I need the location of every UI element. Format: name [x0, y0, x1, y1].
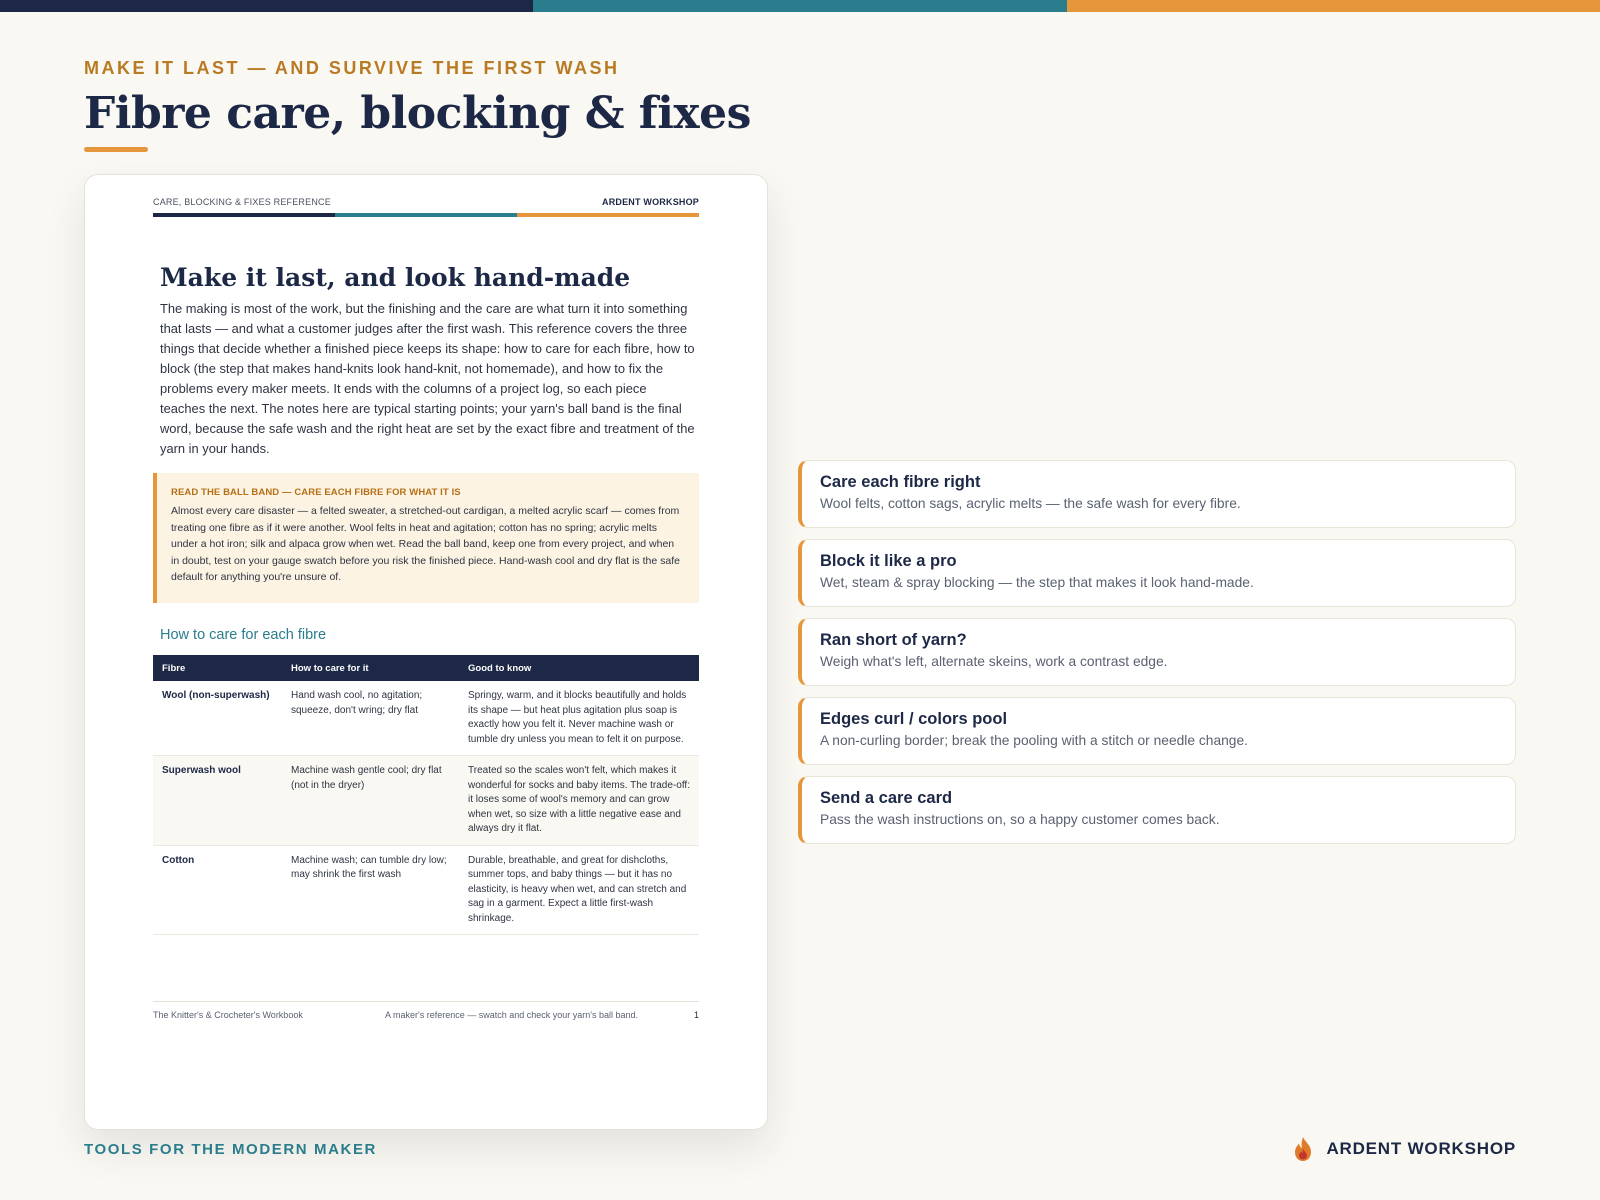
feature-card-care-card — [798, 776, 1516, 844]
top-bar-teal — [533, 0, 1066, 12]
document-footer-note: A maker's reference — swatch and check your yarn's ball band. — [385, 1010, 639, 1020]
footer-brand — [1292, 1136, 1516, 1162]
fibre-cell: Cotton — [153, 845, 282, 935]
document-header-label: CARE, BLOCKING & FIXES REFERENCE — [153, 197, 331, 207]
fibre-cell: Superwash wool — [153, 756, 282, 846]
stripe-teal — [335, 213, 517, 217]
document-header — [153, 197, 699, 207]
table-row — [153, 756, 699, 846]
callout-body: Almost every care disaster — a felted sweater, a stretched-out cardigan, a melted acrylic scarf — comes from treating one fibre as if it were another. Wool felts in heat and agitation; cotton has no spring; acrylic melts under a hot iron; silk and alpaca grow when wet. Read the ball band, keep one from every project, and when in doubt, test on your gauge swatch before you risk the finished piece. Hand-wash cool and dry flat is the safe default for anything you're unsure of. — [171, 505, 680, 584]
column-header-fibre: Fibre — [153, 655, 282, 681]
flame-icon — [1292, 1136, 1314, 1162]
page-title: Fibre care, blocking & fixes — [84, 88, 751, 139]
document-intro: The making is most of the work, but the finishing and the care are what turn it into something that lasts — and what a customer judges after the first wash. This reference covers the three things that decide whether a finished piece keeps its shape: how to care for each fibre, how to block (the step that makes hand-knits look hand-knit, not homemade), and how to fix the problems every maker meets. It ends with the columns of a project log, so each piece teaches the next. The notes here are typical starting points; your yarn's ball band is the final word, because the safe wash and the right heat are set by the exact fibre and treatment of the yarn in your hands. — [160, 301, 695, 456]
feature-card-care — [798, 460, 1516, 528]
document-heading: Make it last, and look hand-made — [160, 263, 631, 292]
note-cell: Treated so the scales won't felt, which makes it wonderful for socks and baby items. The trade-off: it loses some of wool's memory and can grow when wet, so size with a little negative ease and always dry it flat. — [459, 756, 699, 846]
feature-card-short-yarn — [798, 618, 1516, 686]
feature-description: Weigh what's left, alternate skeins, work a contrast edge. — [820, 654, 1168, 669]
feature-description: Wet, steam & spray blocking — the step that makes it look hand-made. — [820, 575, 1254, 590]
fibre-care-table — [153, 655, 699, 935]
feature-title: Send a care card — [820, 789, 953, 807]
document-footer-title: The Knitter's & Crocheter's Workbook — [153, 1010, 303, 1020]
fibre-cell: Wool (non-superwash) — [153, 681, 282, 756]
table-header-row — [153, 655, 699, 681]
ball-band-callout — [153, 473, 699, 603]
feature-title: Block it like a pro — [820, 552, 957, 570]
feature-card-blocking — [798, 539, 1516, 607]
page-eyebrow: MAKE IT LAST — AND SURVIVE THE FIRST WASH — [84, 58, 620, 78]
document-preview — [84, 174, 768, 1130]
feature-description: Pass the wash instructions on, so a happy customer comes back. — [820, 812, 1220, 827]
care-cell: Machine wash gentle cool; dry flat (not in the dryer) — [282, 756, 459, 846]
column-header-care: How to care for it — [282, 655, 459, 681]
feature-title: Ran short of yarn? — [820, 631, 967, 649]
table-row — [153, 845, 699, 935]
stripe-navy — [153, 213, 335, 217]
title-underline — [84, 147, 148, 152]
feature-description: Wool felts, cotton sags, acrylic melts — the safe wash for every fibre. — [820, 496, 1241, 511]
page-number: 1 — [693, 1010, 699, 1020]
footer-tagline: TOOLS FOR THE MODERN MAKER — [84, 1141, 377, 1158]
feature-description: A non-curling border; break the pooling with a stitch or needle change. — [820, 733, 1248, 748]
feature-list — [798, 460, 1516, 855]
feature-title: Care each fibre right — [820, 473, 981, 491]
feature-title: Edges curl / colors pool — [820, 710, 1008, 728]
top-bar-navy — [0, 0, 533, 12]
top-color-bar — [0, 0, 1600, 12]
section-title: How to care for each fibre — [160, 627, 327, 643]
feature-card-edges — [798, 697, 1516, 765]
document-footer — [153, 1001, 699, 1020]
table-row — [153, 681, 699, 756]
footer-brand-name: ARDENT WORKSHOP — [1326, 1139, 1516, 1158]
stripe-orange — [517, 213, 699, 217]
care-cell: Hand wash cool, no agitation; squeeze, don't wring; dry flat — [282, 681, 459, 756]
care-cell: Machine wash; can tumble dry low; may shrink the first wash — [282, 845, 459, 935]
document-color-stripe — [153, 213, 699, 217]
note-cell: Springy, warm, and it blocks beautifully and holds its shape — but heat plus agitation plus soap is exactly how you felt it. Never machine wash or tumble dry unless you mean to felt it on purpose. — [459, 681, 699, 756]
column-header-note: Good to know — [459, 655, 699, 681]
note-cell: Durable, breathable, and great for dishcloths, summer tops, and baby things — but it has no elasticity, is heavy when wet, and can stretch and sag in a garment. Expect a little first-wash shrinkage. — [459, 845, 699, 935]
callout-title: READ THE BALL BAND — CARE EACH FIBRE FOR WHAT IT IS — [171, 487, 461, 498]
document-header-brand: ARDENT WORKSHOP — [602, 197, 699, 207]
top-bar-orange — [1067, 0, 1600, 12]
